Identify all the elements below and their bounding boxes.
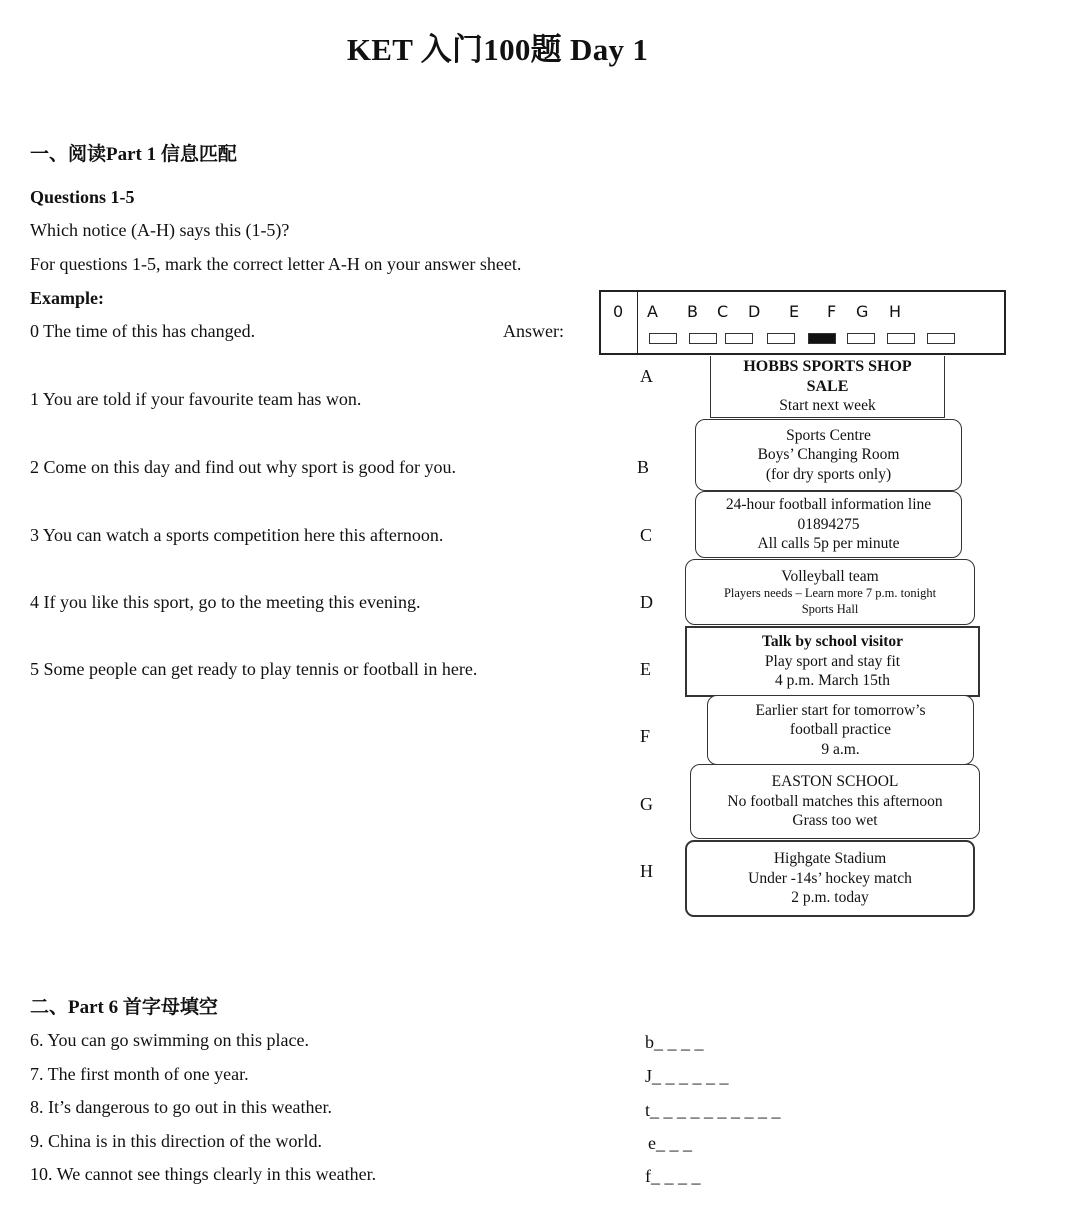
notice-e-line-1: Talk by school visitor	[761, 633, 904, 651]
notice-d	[685, 559, 975, 625]
answer-cell-a[interactable]	[649, 333, 677, 344]
answer-letter-e: E	[789, 302, 800, 321]
instruction-line-1: Which notice (A-H) says this (1-5)?	[30, 220, 290, 240]
notice-g-line-3: Grass too wet	[792, 812, 878, 830]
answer-key-box	[599, 290, 1006, 355]
notice-f-line-1: Earlier start for tomorrow’s	[755, 701, 926, 719]
blank-6[interactable]: b_ _ _ _	[645, 1032, 704, 1052]
answer-letter-f: F	[827, 302, 837, 321]
answer-cell-h[interactable]	[887, 333, 915, 344]
notice-label-c: C	[640, 525, 653, 545]
answer-cell-c[interactable]	[725, 333, 753, 344]
question-8: 8. It’s dangerous to go out in this weather.	[30, 1097, 332, 1117]
notice-b-line-2: Boys’ Changing Room	[757, 446, 900, 464]
notice-e-line-3: 4 p.m. March 15th	[775, 672, 890, 690]
answer-cell-d[interactable]	[767, 333, 795, 344]
notice-e-line-2: Play sport and stay fit	[764, 652, 901, 670]
question-4: 4 If you like this sport, go to the meeting this evening.	[30, 592, 421, 612]
answer-key-number: 0	[613, 302, 624, 321]
notice-a-line-2: SALE	[806, 377, 849, 395]
example-label: Example:	[30, 288, 104, 308]
notice-f-line-2: football practice	[789, 721, 892, 739]
notice-h-line-1: Highgate Stadium	[773, 850, 887, 868]
instruction-line-2: For questions 1-5, mark the correct letter A-H on your answer sheet.	[30, 254, 522, 274]
notice-label-d: D	[640, 592, 653, 612]
question-1: 1 You are told if your favourite team has won.	[30, 389, 362, 409]
answer-key-divider	[637, 292, 638, 353]
notice-d-line-3: Sports Hall	[801, 601, 859, 616]
page-title: KET 入门100题 Day 1	[346, 32, 649, 67]
notice-a-line-1: HOBBS SPORTS SHOP	[743, 358, 912, 376]
notice-label-h: H	[640, 861, 653, 881]
notice-label-e: E	[640, 659, 651, 679]
notice-label-b: B	[637, 457, 650, 477]
notice-h-line-2: Under -14s’ hockey match	[748, 869, 912, 887]
answer-letter-b: B	[687, 302, 698, 321]
notice-g-line-2: No football matches this afternoon	[727, 792, 943, 810]
notice-h-line-3: 2 p.m. today	[791, 889, 869, 907]
notice-g	[690, 764, 980, 839]
answer-cell-f-selected[interactable]	[808, 333, 836, 344]
notice-a-line-3: Start next week	[779, 397, 876, 415]
notice-label-f: F	[640, 726, 651, 746]
blank-9[interactable]: e_ _ _	[648, 1133, 692, 1153]
answer-letter-g: G	[856, 302, 869, 321]
notice-f	[707, 695, 974, 765]
question-7: 7. The first month of one year.	[30, 1064, 249, 1084]
section-1-heading: 一、阅读Part 1 信息匹配	[30, 144, 237, 165]
blank-10[interactable]: f_ _ _ _	[645, 1166, 701, 1186]
answer-letter-h: H	[889, 302, 902, 321]
question-6: 6. You can go swimming on this place.	[30, 1030, 309, 1050]
questions-label: Questions 1-5	[30, 187, 135, 207]
notice-label-a: A	[640, 366, 653, 386]
notice-f-line-3: 9 a.m.	[821, 740, 860, 758]
question-2: 2 Come on this day and find out why sport is good for you.	[30, 457, 456, 477]
notice-g-line-1: EASTON SCHOOL	[771, 773, 899, 791]
answer-cell-b[interactable]	[689, 333, 717, 344]
notice-d-line-2: Players needs – Learn more 7 p.m. tonight	[723, 586, 937, 601]
question-3: 3 You can watch a sports competition here this afternoon.	[30, 525, 444, 545]
notice-a	[710, 356, 945, 418]
notice-d-line-1: Volleyball team	[781, 567, 879, 585]
notice-h	[685, 840, 975, 917]
notice-c	[695, 491, 962, 558]
notice-b	[695, 419, 962, 491]
question-5: 5 Some people can get ready to play tennis or football in here.	[30, 659, 478, 679]
blank-8[interactable]: t_ _ _ _ _ _ _ _ _ _	[645, 1100, 781, 1120]
notice-c-line-2: 01894275	[797, 515, 860, 533]
example-text: 0 The time of this has changed.	[30, 321, 256, 341]
notice-c-line-1: 24-hour football information line	[725, 496, 932, 514]
answer-letter-a: A	[647, 302, 658, 321]
notice-label-g: G	[640, 794, 653, 814]
notice-b-line-1: Sports Centre	[786, 426, 871, 444]
notice-e	[685, 626, 980, 697]
notice-b-line-3: (for dry sports only)	[765, 465, 892, 483]
answer-cell-extra[interactable]	[927, 333, 955, 344]
notice-c-line-3: All calls 5p per minute	[757, 535, 900, 553]
answer-cell-g[interactable]	[847, 333, 875, 344]
answer-letter-d: D	[748, 302, 761, 321]
blank-7[interactable]: J_ _ _ _ _ _	[645, 1066, 729, 1086]
answer-label: Answer:	[503, 321, 564, 341]
section-2-heading: 二、Part 6 首字母填空	[30, 997, 218, 1018]
question-10: 10. We cannot see things clearly in this weather.	[30, 1164, 377, 1184]
answer-letter-c: C	[717, 302, 729, 321]
question-9: 9. China is in this direction of the world.	[30, 1131, 322, 1151]
